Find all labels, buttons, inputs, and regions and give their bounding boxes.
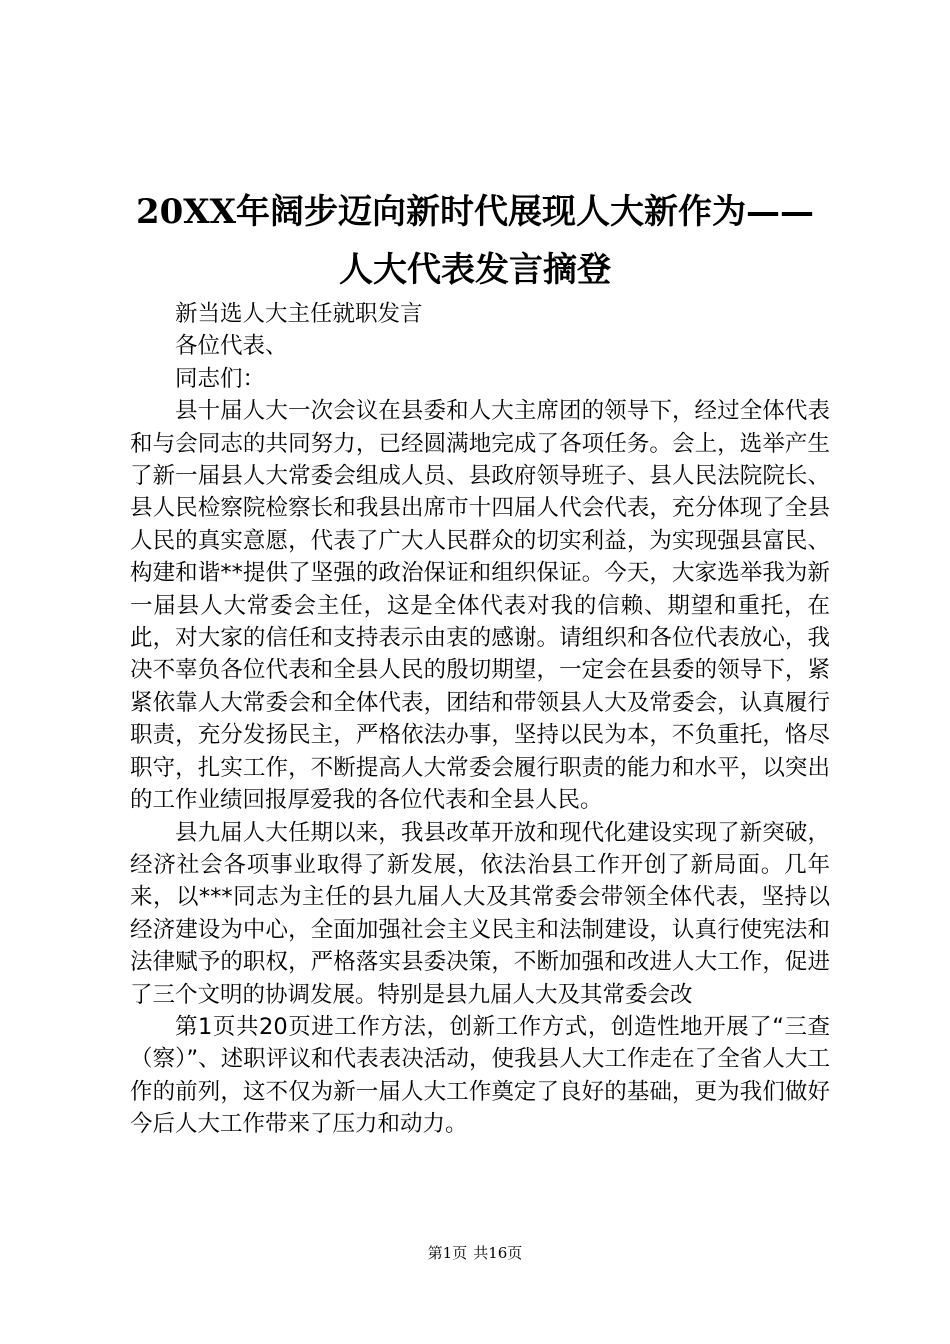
document-body [130,298,830,1141]
paragraph-salutation-1: 各位代表、 [175,333,288,360]
paragraph-speech-heading: 新当选人大主任就职发言 [175,301,423,327]
page-number-current: 第1页 [427,1244,468,1262]
page-number-total: 共16页 [473,1244,523,1262]
paragraph-body-3: 第1页共20页进工作方法，创新工作方式，创造性地开展了“三查（察）”、述职评议和代表表决活动，使我县人大工作走在了全省人大工作的前列，这不仅为新一届人大工作奠定了良好的基础，更为我们做好今后人大工作带来了压力和动力。 [130,1013,830,1138]
paragraph-body-2: 县九届人大任期以来，我县改革开放和现代化建设实现了新突破，经济社会各项事业取得了新发展，依法治县工作开创了新局面。几年来，以***同志为主任的县九届人大及其常委会带领全体代表，坚持以经济建设为中心，全面加强社会主义民主和法制建设，认真行使宪法和法律赋予的职权，严格落实县委决策，不断加强和改进人大工作，促进了三个文明的协调发展。特别是县九届人大及其常委会改 [130,819,830,1008]
paragraph-salutation-2: 同志们： [175,365,266,392]
paragraph-body-1: 县十届人大一次会议在县委和人大主席团的领导下，经过全体代表和与会同志的共同努力，已经圆满地完成了各项任务。会上，选举产生了新一届县人大常委会组成人员、县政府领导班子、县人民法院院长、县人民检察院检察长和我县出席市十四届人代会代表，充分体现了全县人民的真实意愿，代表了广大人民群众的切实利益，为实现强县富民、构建和谐**提供了坚强的政治保证和组织保证。今天，大家选举我为新一届县人大常委会主任，这是全体代表对我的信赖、期望和重托，在此，对大家的信任和支持表示由衷的感谢。请组织和各位代表放心，我决不辜负各位代表和全县人民的殷切期望，一定会在县委的领导下，紧紧依靠人大常委会和全体代表，团结和带领县人大及常委会，认真履行职责，充分发扬民主，严格依法办事，坚持以民为本，不负重托，恪尽职守，扎实工作，不断提高人大常委会履行职责的能力和水平，以突出的工作业绩回报厚爱我的各位代表和全县人民。 [130,398,830,814]
page-footer [0,1243,950,1263]
document-title-line-2: 人大代表发言摘登 [339,250,611,290]
document-title-line-1: 20XX年阔步迈向新时代展现人大新作为—— [135,192,815,232]
